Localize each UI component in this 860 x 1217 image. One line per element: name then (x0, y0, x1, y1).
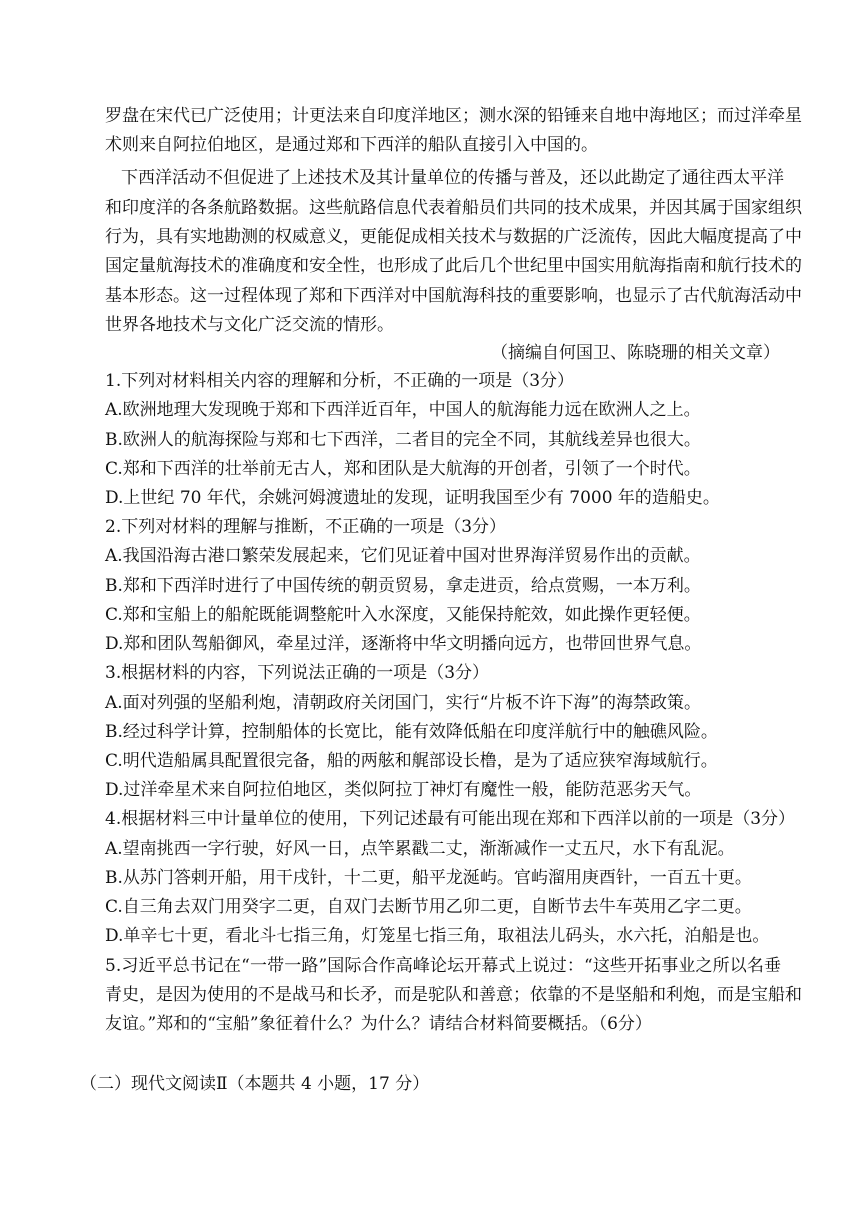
passage-p2-line-5: 基本形态。这一过程体现了郑和下西洋对中国航海科技的重要影响，也显示了古代航海活动中 (105, 286, 802, 306)
question-1-stem: 1.下列对材料相关内容的理解和分析，不正确的一项是（3分） (105, 371, 575, 391)
question-2-stem: 2.下列对材料的理解与推断，不正确的一项是（3分） (105, 517, 507, 537)
question-2-option-b: B.郑和下西洋时进行了中国传统的朝贡贸易，拿走进贡，给点赏赐，一本万利。 (105, 576, 701, 596)
question-3-stem: 3.根据材料的内容，下列说法正确的一项是（3分） (105, 663, 490, 683)
passage-p2-line-2: 和印度洋的各条航路数据。这些航路信息代表着船员们共同的技术成果，并因其属于国家组织 (105, 198, 802, 218)
question-5-stem-line-2: 青史，是因为使用的不是战马和长矛，而是驼队和善意；依靠的不是坚船和利炮，而是宝船和 (105, 985, 802, 1005)
question-1-option-c: C.郑和下西洋的壮举前无古人，郑和团队是大航海的开创者，引领了一个时代。 (105, 459, 701, 479)
passage-p2-line-6: 世界各地技术与文化广泛交流的情形。 (105, 315, 394, 335)
question-2-option-a: A.我国沿海古港口繁荣发展起来，它们见证着中国对世界海洋贸易作出的贡献。 (105, 546, 701, 566)
passage-p2-line-4: 国定量航海技术的准确度和安全性，也形成了此后几个世纪里中国实用航海指南和航行技术的 (105, 256, 802, 276)
source-attribution: （摘编自何国卫、陈晓珊的相关文章） (491, 343, 780, 363)
question-4-option-a: A.望南挑西一字行驶，好风一日，点竿累戳二丈，渐渐减作一丈五尺，水下有乱泥。 (105, 839, 735, 859)
next-section-heading: （二）现代文阅读Ⅱ（本题共 4 小题，17 分） (80, 1074, 430, 1094)
question-3-option-c: C.明代造船属具配置很完备，船的两舷和艉部设长橹，是为了适应狭窄海域航行。 (105, 751, 718, 771)
question-5-stem-line-3: 友谊。”郑和的“宝船”象征着什么？为什么？请结合材料简要概括。（6分） (105, 1014, 652, 1034)
passage-p1-line-1: 罗盘在宋代已广泛使用；计更法来自印度洋地区；测水深的铅锤来自地中海地区；而过洋牵星 (105, 106, 802, 126)
question-4-option-b: B.从苏门答剌开船，用干戌针，十二更，船平龙涎屿。官屿溜用庚酉针，一百五十更。 (105, 868, 752, 888)
question-1-option-b: B.欧洲人的航海探险与郑和七下西洋，二者目的完全不同，其航线差异也很大。 (105, 430, 701, 450)
passage-p1-line-2: 术则来自阿拉伯地区，是通过郑和下西洋的船队直接引入中国的。 (105, 135, 598, 155)
question-3-option-d: D.过洋牵星术来自阿拉伯地区，类似阿拉丁神灯有魔性一般，能防范恶劣天气。 (105, 780, 702, 800)
question-4-stem: 4.根据材料三中计量单位的使用，下列记述最有可能出现在郑和下西洋以前的一项是（3分） (105, 809, 796, 829)
question-4-option-d: D.单辛七十更，看北斗七指三角，灯笼星七指三角，取祖法儿码头，水六托，泊船是也。 (105, 926, 770, 946)
question-5-stem-line-1: 5.习近平总书记在“一带一路”国际合作高峰论坛开幕式上说过：“这些开拓事业之所以名垂 (105, 956, 781, 976)
question-4-option-c: C.自三角去双门用癸字二更，自双门去断节用乙卯二更，自断节去牛车英用乙字二更。 (105, 897, 752, 917)
question-1-option-d: D.上世纪 70 年代，余姚河姆渡遗址的发现，证明我国至少有 7000 年的造船史。 (105, 488, 720, 508)
question-3-option-a: A.面对列强的坚船利炮，清朝政府关闭国门，实行“片板不许下海”的海禁政策。 (105, 693, 702, 713)
passage-p2-line-3: 行为，具有实地勘测的权威意义，更能促成相关技术与数据的广泛流传，因此大幅度提高了中 (105, 227, 802, 247)
passage-p2-line-1: 下西洋活动不但促进了上述技术及其计量单位的传播与普及，还以此勘定了通往西太平洋 (121, 168, 784, 188)
question-2-option-d: D.郑和团队驾船御风，牵星过洋，逐渐将中华文明播向远方，也带回世界气息。 (105, 634, 702, 654)
question-2-option-c: C.郑和宝船上的船舵既能调整舵叶入水深度，又能保持舵效，如此操作更轻便。 (105, 605, 701, 625)
question-3-option-b: B.经过科学计算，控制船体的长宽比，能有效降低船在印度洋航行中的触礁风险。 (105, 722, 718, 742)
question-1-option-a: A.欧洲地理大发现晚于郑和下西洋近百年，中国人的航海能力远在欧洲人之上。 (105, 400, 701, 420)
